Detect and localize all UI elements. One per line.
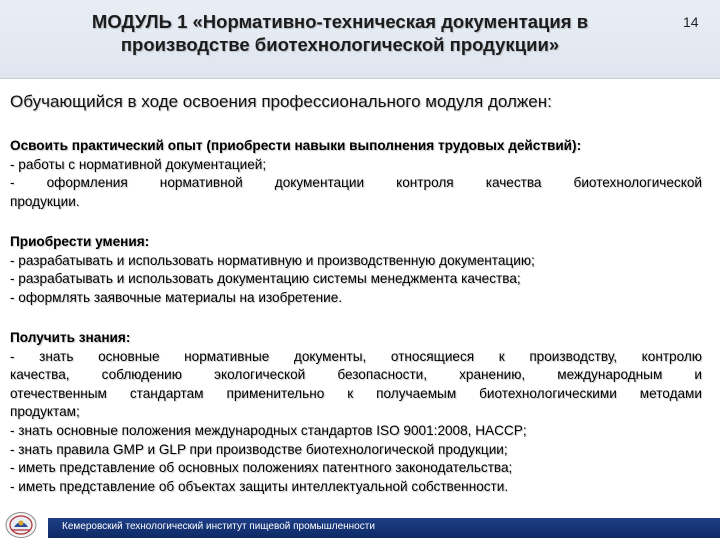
footer-text: Кемеровский технологический институт пищевой промышленности (62, 521, 375, 532)
practice-item: - оформления нормативной документации контроля качества биотехнологической (10, 175, 702, 191)
slide-title-line-1: МОДУЛЬ 1 «Нормативно-техническая документация в (91, 11, 589, 32)
skills-section (10, 233, 702, 307)
lead-text: Обучающийся в ходе освоения профессионального модуля должен: (10, 92, 552, 111)
slide-title-line-2: производстве биотехнологической продукции» (120, 34, 560, 55)
practice-section (10, 137, 702, 211)
practice-item: - работы с нормативной документацией; (10, 156, 267, 172)
knowledge-section (10, 329, 702, 496)
knowledge-item: - знать основные нормативные документы, относящиеся к производству, контролю (10, 348, 702, 364)
knowledge-item: - знать правила GMP и GLP при производстве биотехнологической продукции; (10, 441, 508, 457)
slide-header (0, 0, 720, 79)
skills-heading: Приобрести умения: (10, 234, 150, 249)
skills-item: - разрабатывать и использовать нормативную и производственную документацию; (10, 252, 535, 268)
knowledge-item: - знать основные положения международных стандартов ISO 9001:2008, HACCP; (10, 422, 527, 438)
skills-item: - разрабатывать и использовать документацию системы менеджмента качества; (10, 271, 521, 287)
knowledge-item: продуктам; (10, 404, 80, 420)
practice-heading: Освоить практический опыт (приобрести навыки выполнения трудовых действий): (10, 138, 582, 153)
slide-number: 14 (683, 14, 699, 30)
practice-item: продукции. (10, 193, 80, 209)
slide-title (40, 10, 640, 56)
knowledge-item: отечественным стандартам применительно к получаемым биотехнологическими методами (10, 385, 702, 401)
knowledge-item: - иметь представление об объектах защиты интеллектуальной собственности. (10, 478, 509, 494)
institute-logo-icon (4, 511, 38, 539)
knowledge-item: качества, соблюдению экологической безопасности, хранению, международным и (10, 367, 702, 383)
slide-footer (0, 513, 720, 540)
knowledge-heading: Получить знания: (10, 330, 131, 345)
knowledge-item: - иметь представление об основных положениях патентного законодательства; (10, 460, 513, 476)
skills-item: - оформлять заявочные материалы на изобретение. (10, 289, 343, 305)
